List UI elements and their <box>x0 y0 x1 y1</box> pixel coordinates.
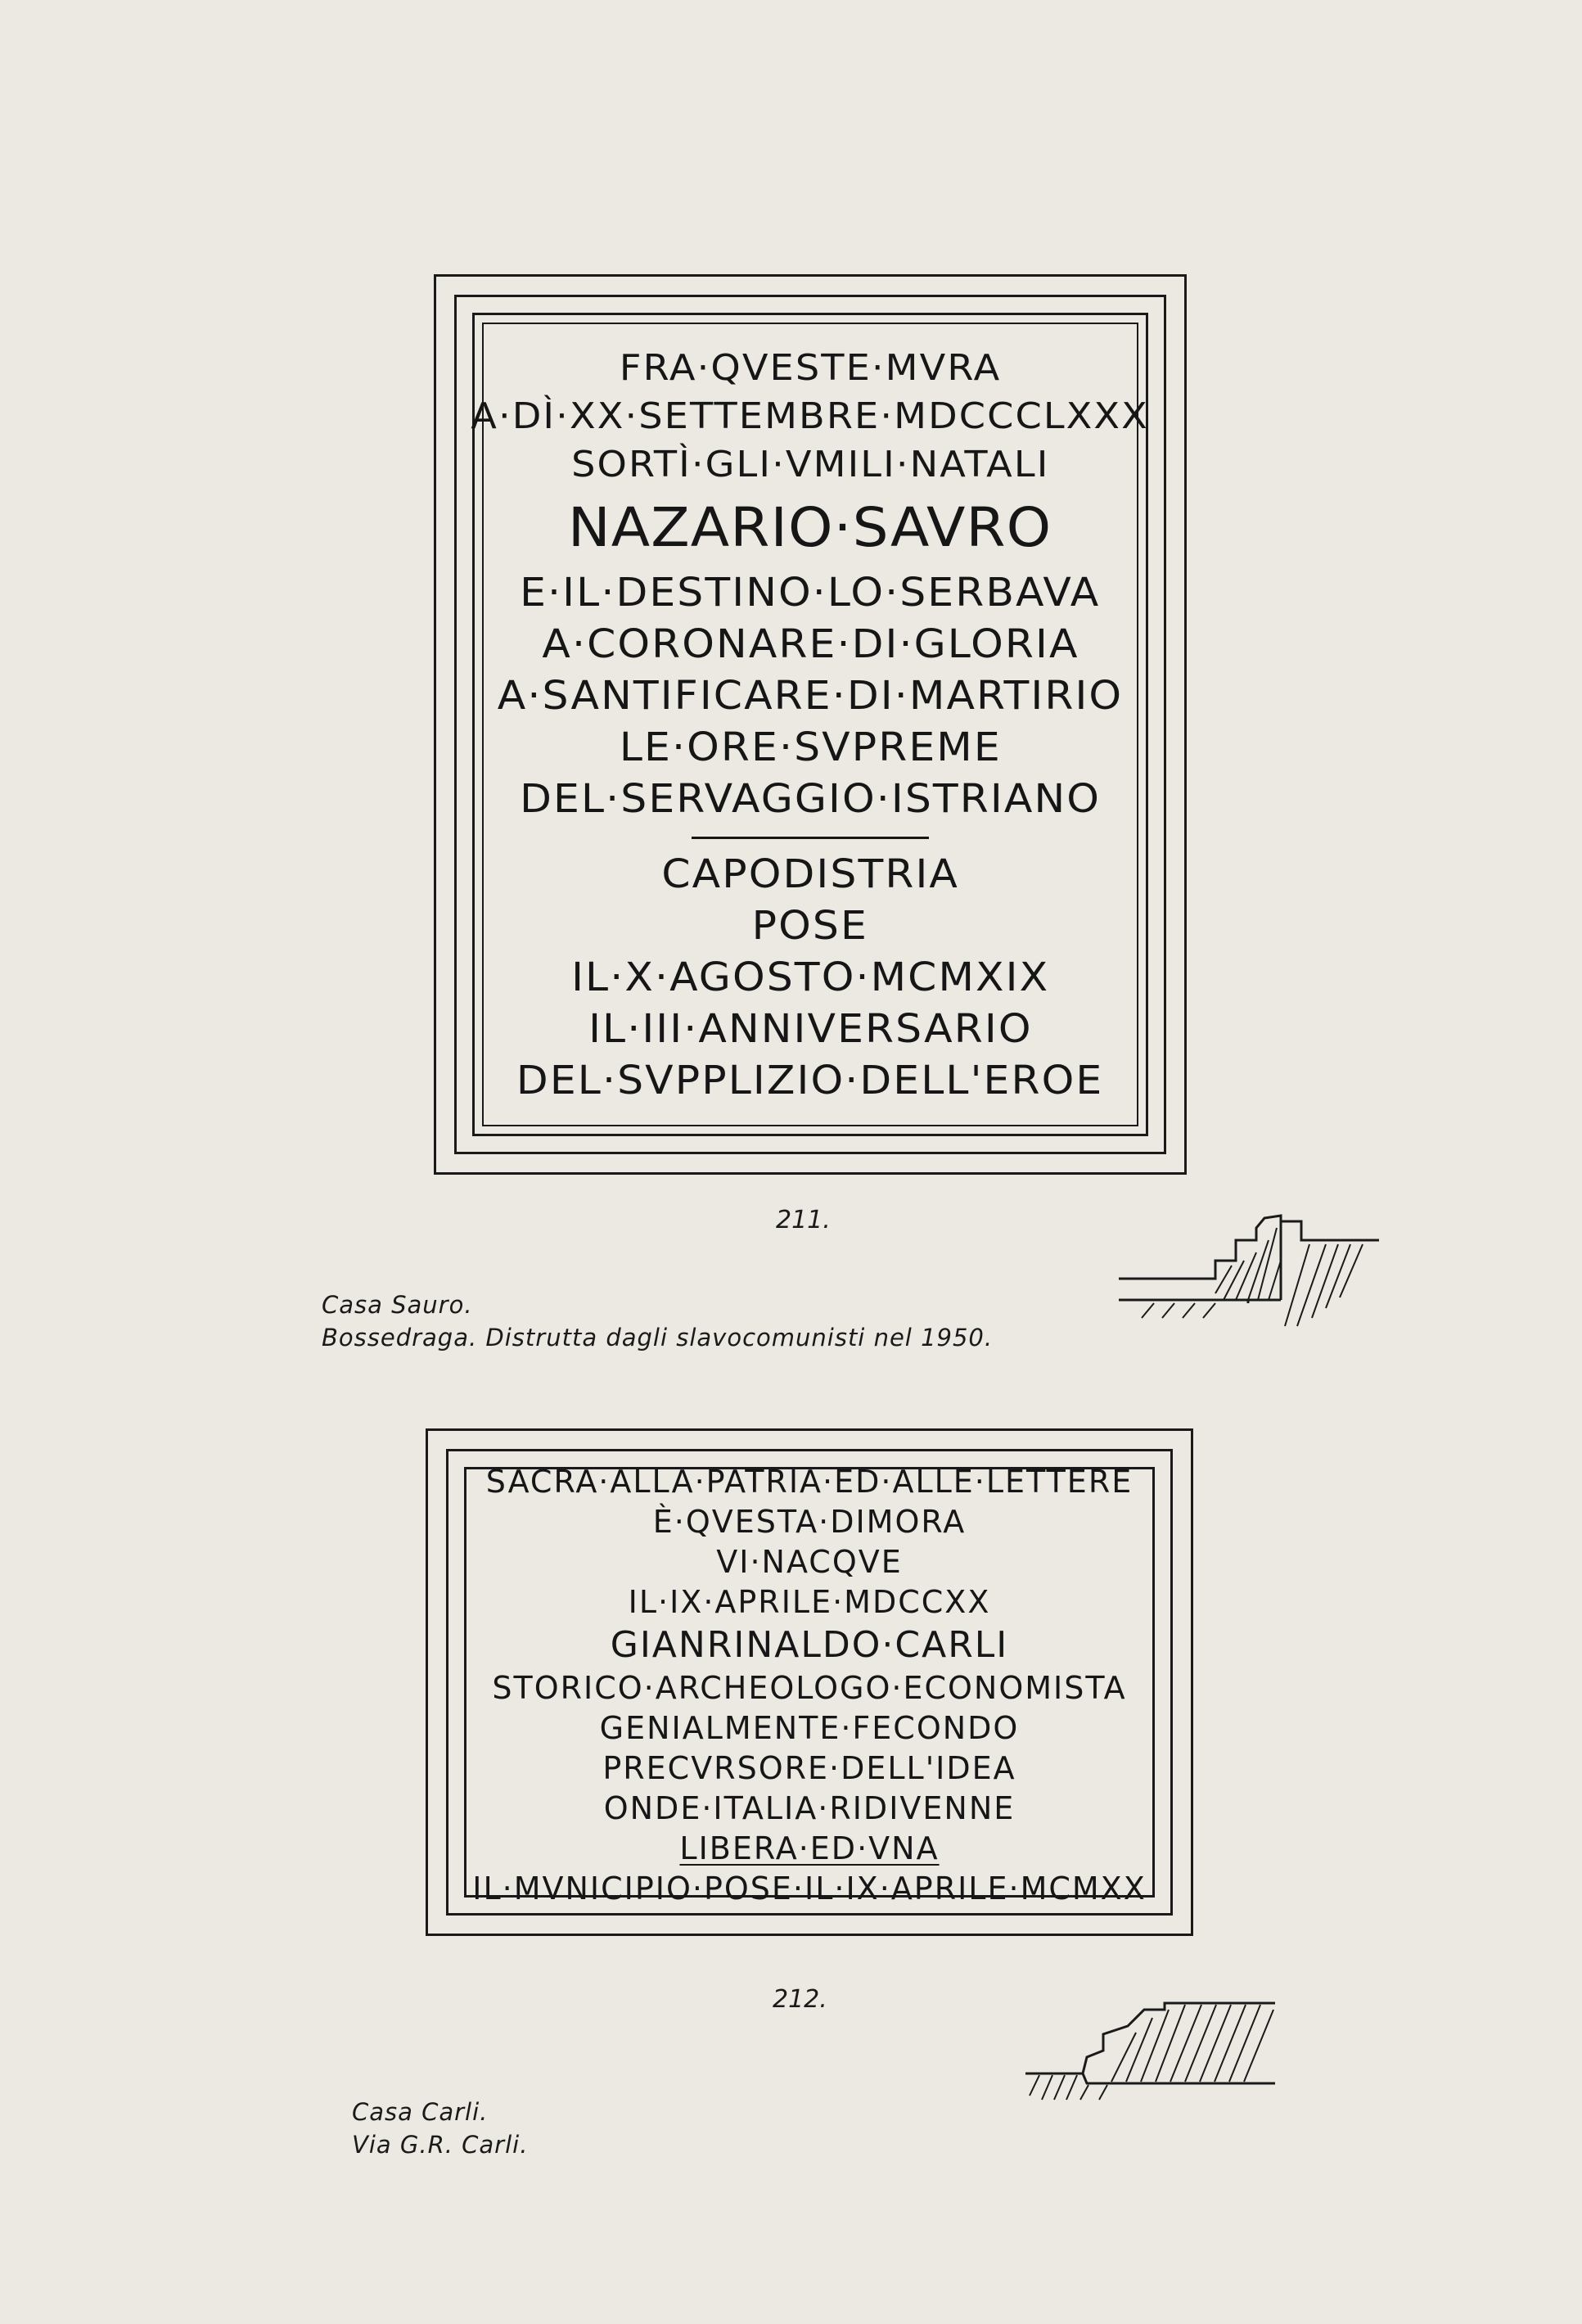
inscription-line: A·DÌ·XX·SETTEMBRE·MDCCCLXXX <box>471 395 1150 437</box>
inscription-line: PRECVRSORE·DELL'IDEA <box>602 1750 1016 1786</box>
inscription-line: POSE <box>751 903 869 949</box>
plaque-caption <box>352 2096 528 2161</box>
inscription-line: IL·III·ANNIVERSARIO <box>588 1006 1033 1052</box>
moulding-profile-drawing <box>1117 1203 1420 1334</box>
inscription-line: LE·ORE·SVPREME <box>619 724 1002 770</box>
inscription-line: DEL·SVPPLIZIO·DELL'EROE <box>516 1058 1104 1103</box>
inscription-line: LIBERA·ED·VNA <box>679 1830 940 1866</box>
figure-number: 212. <box>773 1985 827 2014</box>
plaque-sauro <box>434 274 1187 1175</box>
inscription-line: IL·MVNICIPIO·POSE·IL·IX·APRILE·MCMXX <box>472 1870 1147 1907</box>
figure-number: 211. <box>776 1206 831 1234</box>
plaque-caption <box>322 1288 993 1354</box>
plaque-inscription <box>428 1462 1191 1909</box>
inscription-line: A·SANTIFICARE·DI·MARTIRIO <box>497 673 1124 719</box>
inscription-line: SACRA·ALLA·PATRIA·ED·ALLE·LETTERE <box>485 1464 1134 1500</box>
inscription-line: IL·IX·APRILE·MDCCXX <box>628 1584 991 1620</box>
inscription-line: A·CORONARE·DI·GLORIA <box>541 621 1079 667</box>
inscription-line: FRA·QVESTE·MVRA <box>619 347 1002 389</box>
moulding-profile-drawing <box>1021 1985 1291 2116</box>
plaque-carli <box>426 1428 1193 1936</box>
inscription-line: IL·X·AGOSTO·MCMXIX <box>570 954 1050 1000</box>
inscription-divider <box>692 837 929 839</box>
caption-title: Casa Carli. <box>352 2098 489 2126</box>
plaque-inscription <box>436 344 1184 1107</box>
caption-title: Casa Sauro. <box>322 1291 473 1319</box>
inscription-line: CAPODISTRIA <box>661 851 959 897</box>
inscription-line: DEL·SERVAGGIO·ISTRIANO <box>520 776 1101 822</box>
inscription-line: E·IL·DESTINO·LO·SERBAVA <box>520 570 1101 616</box>
inscription-line: ONDE·ITALIA·RIDIVENNE <box>603 1790 1016 1826</box>
inscription-line: SORTÌ·GLI·VMILI·NATALI <box>570 444 1050 485</box>
caption-location: Via G.R. Carli. <box>352 2131 529 2159</box>
inscription-line: STORICO·ARCHEOLOGO·ECONOMISTA <box>492 1670 1127 1706</box>
inscription-line: È·QVESTA·DIMORA <box>652 1504 967 1540</box>
inscription-line: VI·NACQVE <box>716 1544 903 1580</box>
inscription-line: GENIALMENTE·FECONDO <box>599 1710 1020 1746</box>
inscription-name: NAZARIO·SAVRO <box>568 496 1052 559</box>
inscription-name: GIANRINALDO·CARLI <box>610 1624 1009 1666</box>
caption-location: Bossedraga. Distrutta dagli slavocomunisti nel 1950. <box>322 1324 994 1352</box>
